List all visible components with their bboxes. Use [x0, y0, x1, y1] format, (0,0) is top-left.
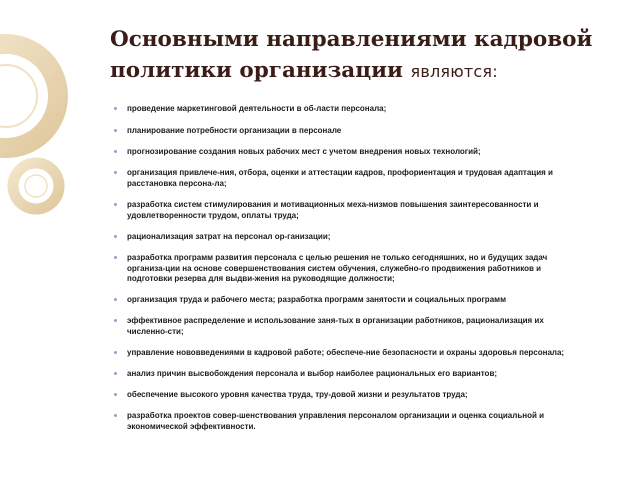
list-item-line: организа-ции на основе совершенствования систем обучения, служебно-го продвижения работников и — [127, 263, 542, 273]
bullet-dot-icon — [114, 203, 117, 206]
list-item-text — [127, 348, 564, 359]
list-item-text — [127, 390, 468, 401]
list-item-line: подготовки резерва для выдви-жения на руководящие должности; — [127, 274, 395, 283]
bullet-dot-icon — [114, 414, 117, 417]
list-item-text — [127, 295, 506, 306]
list-item-line: управление нововведениями в кадровой работе; обеспече-ние безопасности и охраны здоровья персонала; — [127, 348, 565, 357]
bullet-dot-icon — [114, 235, 117, 238]
list-item-line: разработка программ развития персонала с целью решения не только сегодняшних, но и будущих задач — [127, 253, 548, 262]
bullet-dot-icon — [114, 107, 117, 110]
list-item-text — [127, 411, 544, 432]
list-item-text — [127, 200, 539, 221]
bullet-dot-icon — [114, 393, 117, 396]
bullet-dot-icon — [114, 150, 117, 153]
list-item-line: разработка проектов совер-шенствования управления персоналом организации и оценка социальной и — [127, 411, 545, 420]
list-item-line: расстановка персона-ла; — [127, 178, 227, 188]
bullet-dot-icon — [114, 351, 117, 354]
list-item-line: анализ причин высвобождения персонала и выбор наиболее рациональных его вариантов; — [127, 369, 498, 378]
list-item-line: организация привлече-ния, отбора, оценки и аттестации кадров, профориентация и трудовая адаптация и — [127, 168, 553, 177]
bullet-dot-icon — [114, 171, 117, 174]
list-item-line: эффективное распределение и использование заня-тых в организации работников, рационализация их — [127, 316, 544, 325]
title-tail: являются: — [410, 62, 498, 81]
list-item-line: экономической эффективности. — [127, 421, 256, 431]
list-item-line: рационализация затрат на персонал ор-ганизации; — [127, 232, 331, 241]
bullet-dot-icon — [114, 298, 117, 301]
list-item-text — [127, 147, 481, 158]
title-main: Основными направлениями кадровой политики организации — [110, 27, 593, 83]
list-item-line: разработка систем стимулирования и мотивационных меха-низмов повышения заинтересованности и — [127, 200, 539, 209]
list-item-line: численно-сти; — [127, 326, 184, 336]
list-item-text — [127, 126, 341, 137]
list-item-text — [127, 104, 386, 115]
list-item-text — [127, 316, 544, 337]
list-item-text — [127, 168, 553, 189]
list-item-text — [127, 253, 547, 285]
list-item-text — [127, 369, 497, 380]
list-item-line: обеспечение высокого уровня качества труда, тру-довой жизни и результатов труда; — [127, 390, 468, 399]
bullet-dot-icon — [114, 319, 117, 322]
list-item-line: организация труда и рабочего места; разработка программ занятости и социальных программ — [127, 295, 506, 304]
list-item-line: проведение маркетинговой деятельности в об-ласти персонала; — [127, 104, 387, 113]
bullet-dot-icon — [114, 256, 117, 259]
list-item-text — [127, 232, 330, 243]
list-item-line: прогнозирование создания новых рабочих мест с учетом внедрения новых технологий; — [127, 147, 481, 156]
list-item-line: планирование потребности организации в персонале — [127, 126, 342, 135]
bullet-dot-icon — [114, 372, 117, 375]
list-item-line: удовлетворенности трудом, оплаты труда; — [127, 210, 299, 220]
bullet-dot-icon — [114, 129, 117, 132]
